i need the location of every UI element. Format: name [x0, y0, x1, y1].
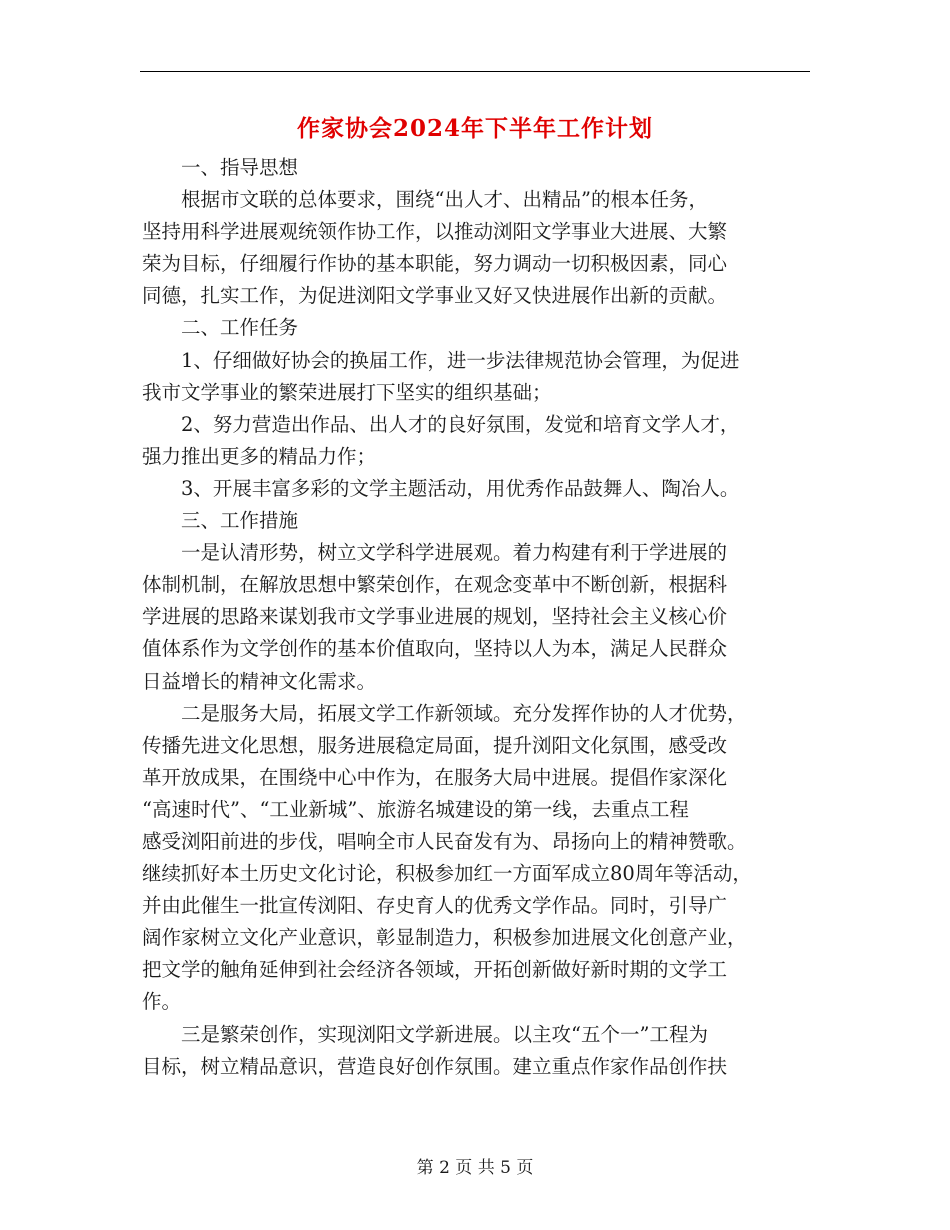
header-rule — [140, 71, 810, 72]
body-line: 体制机制，在解放思想中繁荣创作，在观念变革中不断创新，根据科 — [142, 573, 728, 597]
body-line: 学进展的思路来谋划我市文学事业进展的规划，坚持社会主义核心价 — [142, 605, 728, 629]
page-number-footer: 第 2 页 共 5 页 — [416, 1158, 534, 1178]
body-line: 我市文学事业的繁荣进展打下坚实的组织基础； — [142, 380, 552, 404]
body-line: 荣为目标，仔细履行作协的基本职能，努力调动一切积极因素，同心 — [142, 252, 728, 276]
body-line: 二、工作任务 — [181, 316, 299, 340]
body-line: 革开放成果，在围绕中心中作为，在服务大局中进展。提倡作家深化 — [142, 765, 728, 789]
body-line: 1、仔细做好协会的换届工作，进一步法律规范协会管理，为促进 — [181, 348, 740, 372]
body-line: 目标，树立精品意识，营造良好创作氛围。建立重点作家作品创作扶 — [142, 1054, 728, 1078]
body-line: 强力推出更多的精品力作； — [142, 444, 377, 468]
body-line: 二是服务大局，拓展文学工作新领域。充分发挥作协的人才优势， — [181, 701, 747, 725]
body-line: 一是认清形势，树立文学科学进展观。着力构建有利于学进展的 — [181, 541, 728, 565]
body-line: 作。 — [142, 990, 182, 1014]
body-line: 三、工作措施 — [181, 509, 299, 533]
document-body — [142, 152, 814, 1083]
body-line: 并由此催生一批宣传浏阳、存史育人的优秀文学作品。同时，引导广 — [142, 894, 728, 918]
body-line: 2、努力营造出作品、出人才的良好氛围，发觉和培育文学人才， — [181, 412, 740, 436]
body-line: 继续抓好本土历史文化讨论，积极参加红一方面军成立80周年等活动， — [142, 862, 752, 886]
body-line: 同德，扎实工作，为促进浏阳文学事业又好又快进展作出新的贡献。 — [142, 284, 728, 308]
body-line: 一、指导思想 — [181, 156, 299, 179]
body-line: 感受浏阳前进的步伐，唱响全市人民奋发有为、昂扬向上的精神赞歌。 — [142, 829, 747, 853]
body-line: 根据市文联的总体要求，围绕“出人才、出精品”的根本任务， — [181, 188, 708, 212]
body-line: 传播先进文化思想，服务进展稳定局面，提升浏阳文化氛围，感受改 — [142, 733, 728, 757]
body-line: “高速时代”、“工业新城”、旅游名城建设的第一线，去重点工程 — [142, 797, 689, 821]
document-title: 作家协会2024年下半年工作计划 — [296, 115, 653, 142]
body-line: 阔作家树立文化产业意识，彰显制造力，积极参加进展文化创意产业， — [142, 926, 747, 950]
body-line: 值体系作为文学创作的基本价值取向，坚持以人为本，满足人民群众 — [142, 637, 728, 661]
body-line: 三是繁荣创作，实现浏阳文学新进展。以主攻“五个一”工程为 — [181, 1022, 708, 1046]
body-line: 日益增长的精神文化需求。 — [142, 669, 377, 693]
body-line: 把文学的触角延伸到社会经济各领域，开拓创新做好新时期的文学工 — [142, 958, 728, 982]
body-line: 3、开展丰富多彩的文学主题活动，用优秀作品鼓舞人、陶冶人。 — [181, 476, 740, 500]
body-line: 坚持用科学进展观统领作协工作，以推动浏阳文学事业大进展、大繁 — [142, 220, 728, 244]
